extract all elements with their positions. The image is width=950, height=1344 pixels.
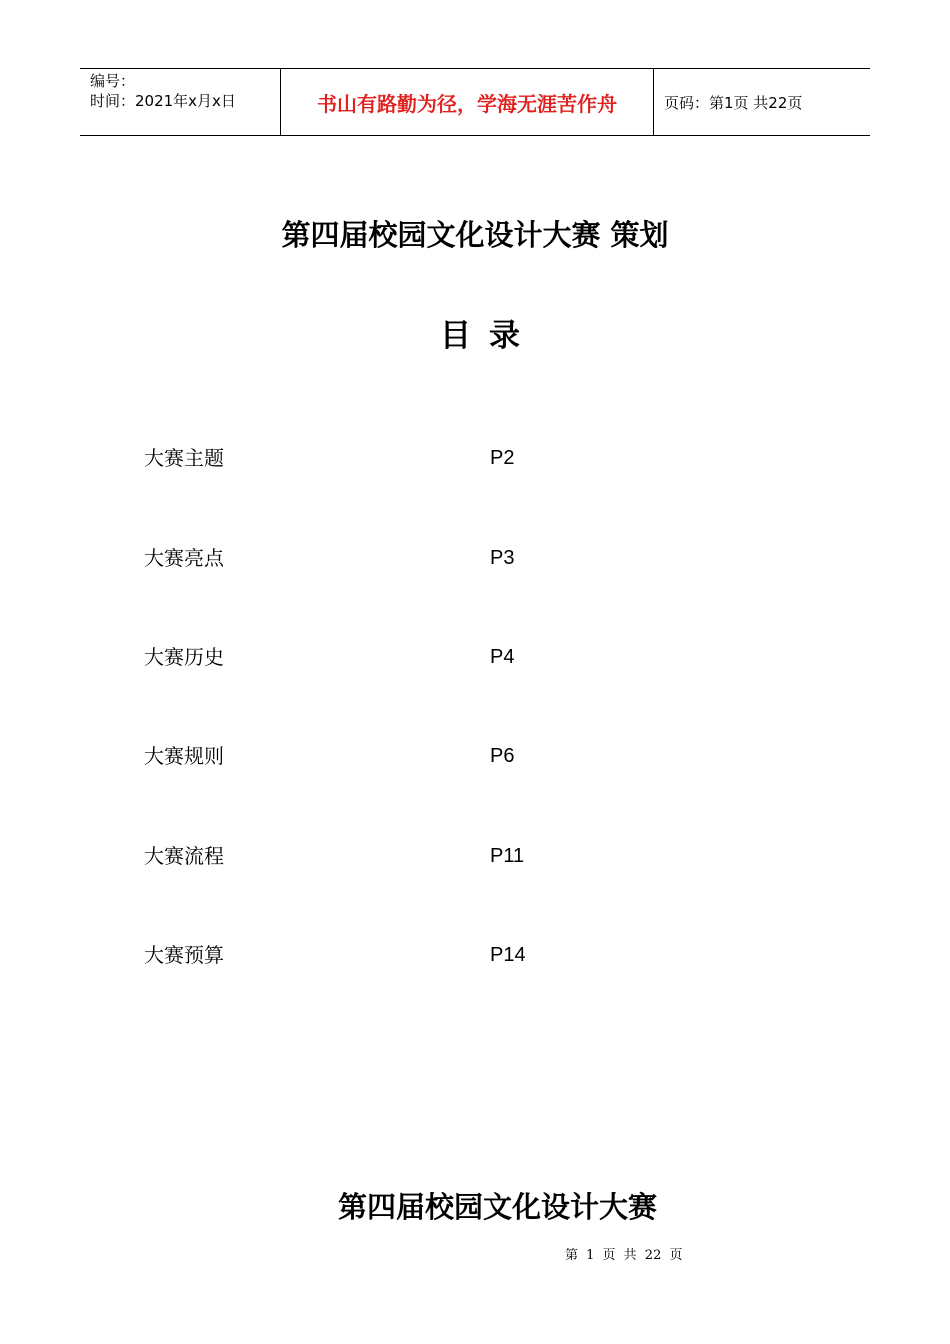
- toc-item-label: 大赛流程: [144, 844, 224, 868]
- toc-item-page: P11: [490, 845, 525, 867]
- toc-item: [144, 543, 644, 573]
- toc-item-label: 大赛历史: [144, 645, 224, 669]
- toc-item: [144, 443, 644, 473]
- header-table: [80, 68, 870, 136]
- toc-item-page: P14: [490, 944, 526, 966]
- document-title: 第四届校园文化设计大赛 策划: [281, 218, 669, 252]
- toc-item-label: 大赛亮点: [144, 546, 224, 570]
- toc-item: [144, 940, 644, 970]
- header-motto-cell: [281, 69, 654, 135]
- toc-item-page: P2: [490, 447, 515, 469]
- page-footer: 第 1 页 共 22 页: [565, 1248, 683, 1263]
- toc-item-page: P4: [490, 646, 515, 668]
- document-time-label: 时间：2021年x月x日: [90, 92, 236, 110]
- toc-item-label: 大赛预算: [144, 943, 224, 967]
- document-number-label: 编号：: [90, 72, 136, 90]
- header-page-cell: [654, 69, 870, 135]
- toc-item-label: 大赛主题: [144, 446, 224, 470]
- section-title: 第四届校园文化设计大赛: [338, 1190, 658, 1224]
- toc-item-page: P3: [490, 547, 515, 569]
- toc-item: [144, 741, 644, 771]
- toc-item-page: P6: [490, 745, 515, 767]
- toc-heading: 目录: [440, 318, 538, 354]
- toc-item-label: 大赛规则: [144, 744, 224, 768]
- header-page-info: 页码：第1页 共22页: [664, 93, 803, 112]
- header-motto: 书山有路勤为径，学海无涯苦作舟: [317, 91, 617, 116]
- toc-item: [144, 642, 644, 672]
- toc-item: [144, 841, 644, 871]
- header-meta-cell: [80, 69, 281, 135]
